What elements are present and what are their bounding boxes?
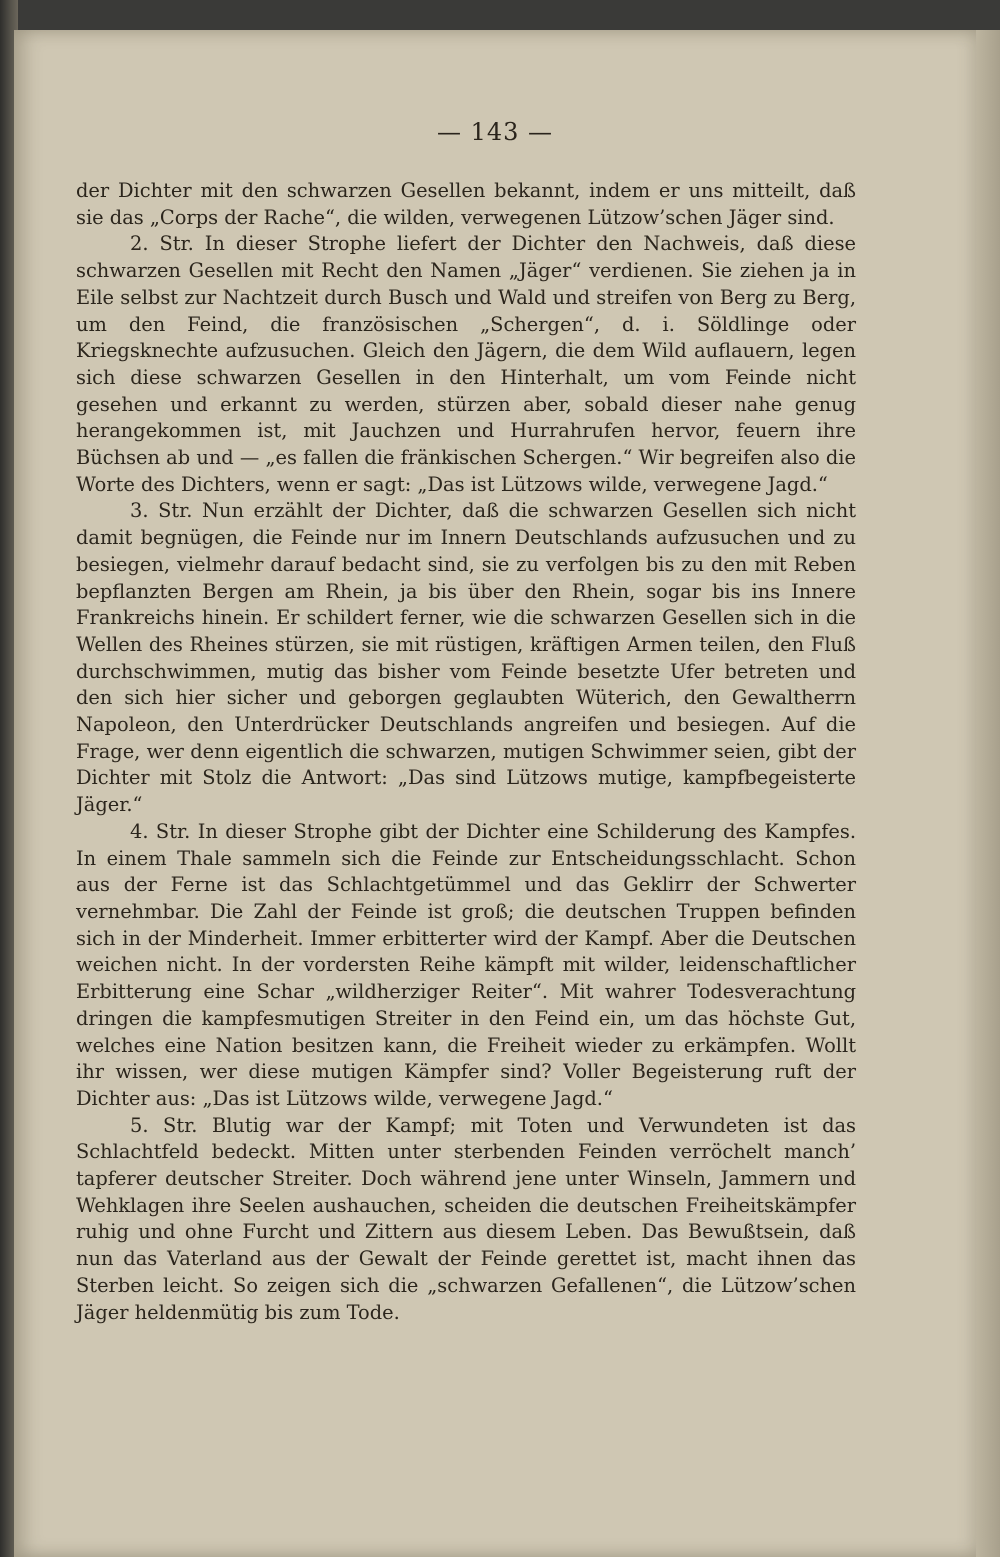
body-text [76,178,856,1326]
page-number: — 143 — [436,118,554,146]
paragraph-stanza-5: 5. Str. Blutig war der Kampf; mit Toten und Verwundeten ist das Schlachtfeld bedeckt. Mitten unter sterbenden Feinden verröchelt manch’ tapferer deutscher Streiter. Doch während jene unter Winseln, Jammern und Wehklagen ihre Seelen aushauchen, scheiden die deutschen Freiheitskämpfer ruhig und ohne Furcht und Zittern aus diesem Leben. Das Bewußtsein, daß nun das Vaterland aus der Gewalt der Feinde gerettet ist, macht ihnen das Sterben leicht. So zeigen sich die „schwarzen Gefallenen“, die Lützow’schen Jäger heldenmütig bis zum Tode. [76,1113,856,1324]
paragraph-1: der Dichter mit den schwarzen Gesellen bekannt, indem er uns mitteilt, daß sie das „Corps der Rache“, die wilden, verwegenen Lützow’schen Jäger sind. [76,179,856,229]
paragraph-stanza-2: 2. Str. In dieser Strophe liefert der Dichter den Nachweis, daß diese schwarzen Gesellen mit Recht den Namen „Jäger“ verdienen. Sie ziehen ja in Eile selbst zur Nachtzeit durch Busch und Wald und streifen von Berg zu Berg, um den Feind, die französischen „Schergen“, d. i. Söldlinge oder Kriegsknechte aufzusuchen. Gleich den Jägern, die dem Wild auflauern, legen sich diese schwarzen Gesellen in den Hinterhalt, um vom Feinde nicht gesehen und erkannt zu werden, stürzen aber, sobald dieser nahe genug herangekommen ist, mit Jauchzen und Hurrahrufen hervor, feuern ihre Büchsen ab und — „es fallen die fränkischen Schergen.“ Wir begreifen also die Worte des Dichters, wenn er sagt: „Das ist Lützows wilde, verwegene Jagd.“ [76,232,856,496]
book-page [14,30,976,1557]
paragraph-stanza-4: 4. Str. In dieser Strophe gibt der Dichter eine Schilderung des Kampfes. In einem Thale sammeln sich die Feinde zur Entscheidungsschlacht. Schon aus der Ferne ist das Schlachtgetümmel und das Geklirr der Schwerter vernehmbar. Die Zahl der Feinde ist groß; die deutschen Truppen befinden sich in der Minderheit. Immer erbitterter wird der Kampf. Aber die Deutschen weichen nicht. In der vordersten Reihe kämpft mit wilder, leidenschaftlicher Erbitterung eine Schar „wildherziger Reiter“. Mit wahrer Todesverachtung dringen die kampfesmutigen Streiter in den Feind ein, um das höchste Gut, welches eine Nation besitzen kann, die Freiheit wieder zu erkämpfen. Wollt ihr wissen, wer diese mutigen Kämpfer sind? Voller Begeisterung ruft der Dichter aus: „Das ist Lützows wilde, verwegene Jagd.“ [76,819,856,1110]
page-edge [976,30,1000,1557]
paragraph-stanza-3: 3. Str. Nun erzählt der Dichter, daß die schwarzen Gesellen sich nicht damit begnügen, die Feinde nur im Innern Deutschlands aufzusuchen und zu besiegen, vielmehr darauf bedacht sind, sie zu verfolgen bis zu den mit Reben bepflanzten Bergen am Rhein, ja bis über den Rhein, sogar bis ins Innere Frankreichs hinein. Er schildert ferner, wie die schwarzen Gesellen sich in die Wellen des Rheines stürzen, sie mit rüstigen, kräftigen Armen teilen, den Fluß durchschwimmen, mutig das bisher vom Feinde besetzte Ufer betreten und den sich hier sicher und geborgen geglaubten Wüterich, den Gewaltherrn Napoleon, den Unterdrücker Deutschlands angreifen und besiegen. Auf die Frage, wer denn eigentlich die schwarzen, mutigen Schwimmer seien, gibt der Dichter mit Stolz die Antwort: „Das sind Lützows mutige, kampfbegeisterte Jäger.“ [76,499,856,817]
